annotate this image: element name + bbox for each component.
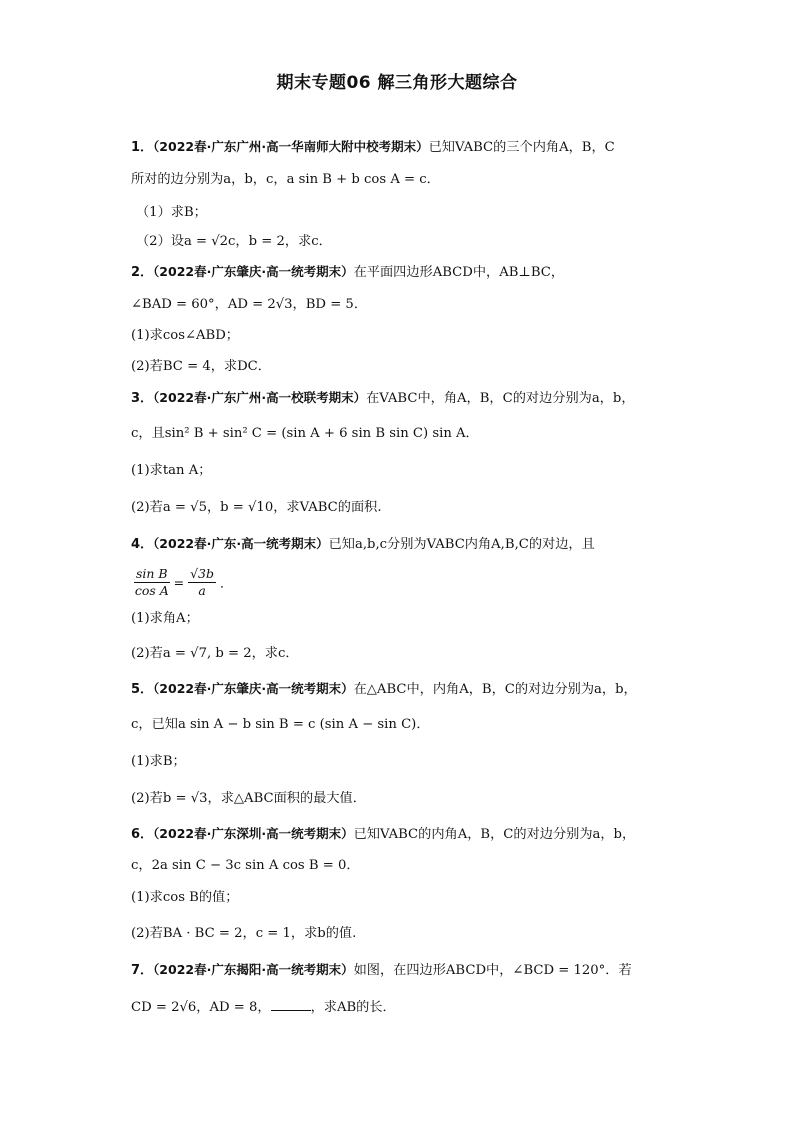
q2-part-2: (2)若BC = 4，求DC． (131, 359, 271, 374)
q4-frac-right-numerator: √3b (190, 566, 214, 581)
q1-source: （2022春·广东广州·高一华南师大附中校考期末） (153, 139, 429, 154)
q5-source: （2022春·广东肇庆·高一统考期末） (153, 681, 354, 696)
q6-part-2: (2)若BA · BC = 2，c = 1，求b的值. (131, 926, 357, 941)
q7-answer-blank[interactable] (271, 998, 311, 1011)
q5-line-1 (131, 680, 637, 699)
q6-part-1: (1)求cos B的值； (131, 890, 239, 905)
q4-frac-left-numerator: sin B (136, 566, 168, 581)
q7-line-1 (131, 961, 632, 980)
q1-line-1 (131, 138, 615, 157)
q2-source: （2022春·广东肇庆·高一统考期末） (153, 264, 354, 279)
q7-source: （2022春·广东揭阳·高一统考期末） (153, 962, 354, 977)
page-title: 期末专题06 解三角形大题综合 (276, 73, 518, 93)
q5-part-2: (2)若b = √3，求△ABC面积的最大值． (131, 791, 366, 806)
q4-period: ． (219, 575, 233, 591)
q7-text-2b: ，求AB的长． (310, 1000, 396, 1015)
q7-text-1: 如图，在四边形ABCD中，∠BCD = 120°．若 (353, 963, 632, 978)
q2-number: 2． (131, 265, 154, 280)
q4-part-2: (2)若a = √7, b = 2，求c． (131, 646, 299, 661)
q1-number: 1． (131, 140, 154, 155)
q6-text-1: 已知VABC的内角A，B，C的对边分别为a，b， (353, 827, 636, 842)
q6-line-2: c，2a sin C − 3c sin A cos B = 0． (131, 858, 360, 873)
q3-source: （2022春·广东广州·高一校联考期末） (153, 390, 367, 405)
q3-line-2: c，且sin² B + sin² C = (sin A + 6 sin B sin C) sin A． (131, 426, 479, 441)
q6-source: （2022春·广东深圳·高一统考期末） (153, 826, 354, 841)
q6-number: 6． (131, 827, 154, 842)
q3-part-2: (2)若a = √5，b = √10，求VABC的面积. (131, 500, 382, 515)
q4-frac-left-denominator: cos A (134, 583, 169, 598)
q2-line-2: ∠BAD = 60°，AD = 2√3，BD = 5． (131, 297, 368, 312)
q1-part-1: （1）求B； (136, 205, 207, 220)
q6-line-1 (131, 825, 635, 844)
q4-part-1: (1)求角A； (131, 611, 199, 626)
q1-line-2: 所对的边分别为a，b，c，a sin B + b cos A = c． (131, 172, 440, 187)
q7-text-2a: CD = 2√6，AD = 8， (131, 1000, 271, 1015)
q4-line-1 (131, 535, 595, 554)
q3-number: 3． (131, 391, 154, 406)
q7-line-2 (131, 998, 396, 1017)
q1-text-1: 已知VABC的三个内角A，B，C (428, 140, 615, 155)
q2-text-1: 在平面四边形ABCD中，AB⊥BC， (353, 265, 565, 280)
q5-text-1: 在△ABC中，内角A，B，C的对边分别为a，b， (353, 682, 637, 697)
q4-number: 4． (131, 537, 154, 552)
q5-part-1: (1)求B； (131, 754, 186, 769)
q4-source: （2022春·广东·高一统考期末） (153, 536, 329, 551)
q4-equals-sign: = (173, 575, 185, 590)
q5-line-2: c，已知a sin A − b sin B = c (sin A − sin C)． (131, 717, 430, 732)
q5-number: 5． (131, 682, 154, 697)
q3-line-1 (131, 389, 635, 408)
q2-part-1: (1)求cos∠ABD； (131, 328, 239, 343)
q4-frac-right-denominator: a (198, 583, 206, 598)
q4-text-1: 已知a,b,c分别为VABC内角A,B,C的对边，且 (328, 537, 595, 552)
q4-fraction-right (188, 566, 216, 599)
q1-part-2: （2）设a = √2c，b = 2，求c． (136, 234, 332, 249)
q4-equation (134, 566, 233, 599)
q3-part-1: (1)求tan A； (131, 463, 212, 478)
q7-number: 7． (131, 963, 154, 978)
q2-line-1 (131, 263, 564, 282)
q3-text-1: 在VABC中，角A，B，C的对边分别为a，b， (366, 391, 635, 406)
q4-fraction-left (134, 566, 170, 599)
